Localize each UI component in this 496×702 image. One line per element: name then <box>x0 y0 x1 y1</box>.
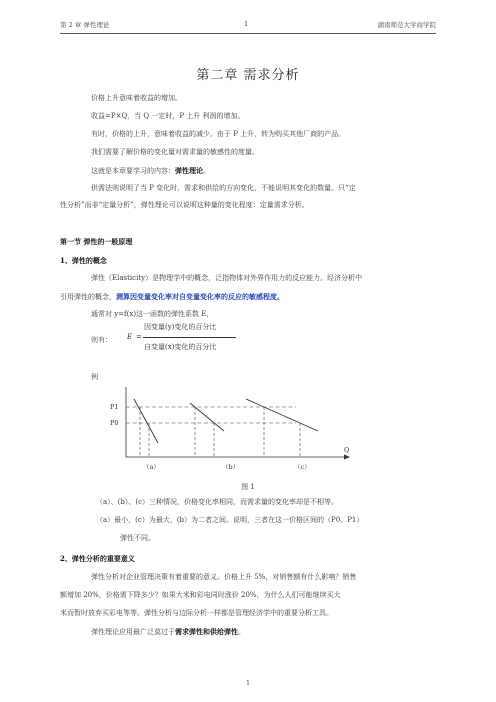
topic-prefix: 这就是本章要学习的内容： <box>91 167 175 175</box>
para3-line-3: 米而暂时放弃买彩电等等。弹性分析与边际分析一样都是管理经济学中的重要分析工具。 <box>60 609 333 617</box>
panel-label-c: （c） <box>294 463 311 471</box>
formula-denominator: 自变量(x)变化的百分比 <box>144 343 217 351</box>
label-q: Q <box>344 446 350 454</box>
elasticity-definition: 测算因变量变化率对自变量变化率的反应的敏感程度。 <box>116 292 284 301</box>
label-p1: P1 <box>110 403 119 411</box>
explain-line-1: （a）、(b）、(c）三种情况，价格变化率相同，而需求量的变化率却是不相等。 <box>96 498 339 506</box>
section1-sub1: 1、弹性的概念 <box>60 256 107 265</box>
intro-line-2: 收益=P×Q，当 Q 一定时，P 上升 利润的增加。 <box>91 112 245 120</box>
fraction-bar <box>143 337 236 338</box>
topic-line <box>91 162 471 180</box>
explain-line-3: 弹性不同。 <box>120 534 155 542</box>
intro-line-1: 价格上升意味着收益的增加。 <box>91 94 182 102</box>
header-institution: 湖南师范大学商学院 <box>377 21 436 29</box>
explain-line-2: （a）最小，(c）为最大，(b）为二者之间。说明，三者在这一价格区间的（P0、P1） <box>96 516 364 524</box>
panel-label-b: （b） <box>222 463 240 471</box>
demand-curve-c <box>246 399 318 431</box>
elasticity-line-1: 弹性（Elasticity）是物理学中的概念，泛指物体对外界作用力的反应能力。经济分析中 <box>91 274 363 282</box>
header-chapter: 第 2 章 弹性理论 <box>60 21 110 29</box>
formula-numerator: 因变量(y)变化的百分比 <box>144 323 217 331</box>
formula-equals: = <box>136 333 142 341</box>
panel-label-a: （a） <box>143 463 160 471</box>
formula-intro: 通常对 y=f(x)这一函数的弹性系数 E， <box>91 310 214 318</box>
elasticity-lead: 引用弹性的概念， <box>60 293 116 301</box>
chapter-title: 第二章 需求分析 <box>196 68 300 83</box>
para3-line-1: 弹性分析对企业管理决策有着重要的意义。价格上升 5%，对销售额有什么影响？销售 <box>91 573 357 581</box>
topic-bold: 弹性理论 <box>175 166 203 175</box>
last-line <box>91 623 471 641</box>
intro-line-4: 我们需要了解价格的变化量对需求量的敏感性的度量。 <box>91 148 259 156</box>
last-prefix: 弹性理论应用最广泛莫过于 <box>91 628 175 636</box>
last-bold: 需求弹性和供给弹性 <box>175 627 238 636</box>
para2-line-1: 供需法则说明了当 P 变化时，需求和供给的方向变化，不能说明其变化的数量。只“定 <box>91 184 356 192</box>
page-footer-number: 1 <box>246 680 250 687</box>
formula-prefix: 则有： <box>91 336 112 344</box>
figure-caption: 图 1 <box>241 483 255 491</box>
elasticity-line-2 <box>60 288 440 306</box>
example-label: 例 <box>91 373 98 381</box>
para3-line-2: 额增加 20%，价格需下降多少？如果大米和彩电同时涨价 20%，为什么人们可能继续买大 <box>60 591 341 599</box>
header-rule <box>60 33 436 34</box>
topic-suffix: 。 <box>203 167 210 175</box>
x-axis-arrow <box>344 455 350 460</box>
section1-title: 第一节 弹性的一般原理 <box>60 237 133 246</box>
last-suffix: 。 <box>238 628 245 636</box>
header-page-number: 1 <box>244 20 249 28</box>
label-p0: P0 <box>110 419 119 427</box>
formula-symbol: E <box>127 333 133 341</box>
intro-line-3: 有时，价格的上升，意味着收益的减少。由于 P 上升，转为购买其他厂商的产品。 <box>91 130 346 138</box>
elasticity-figure <box>96 385 360 465</box>
demand-curve-a <box>134 399 158 443</box>
para2-line-2: 性分析”而非“定量分析”，弹性理论可以说明这种量的变化程度：定量需求分析。 <box>60 201 309 209</box>
section2-title: 2、弹性分析的重要意义 <box>60 554 135 563</box>
page-header <box>60 20 436 34</box>
